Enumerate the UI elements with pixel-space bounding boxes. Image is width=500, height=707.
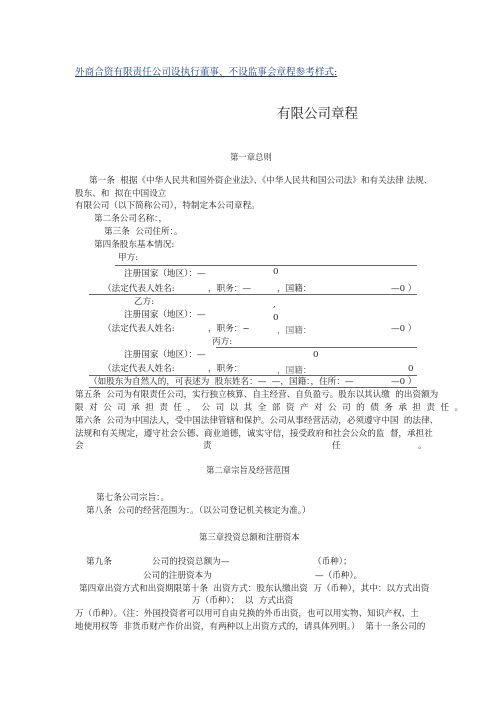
article-10-line-2: 万（币种）； 以 方式出资 bbox=[192, 596, 294, 606]
party-b-position: ，职务：~ bbox=[208, 324, 250, 334]
party-c-label: 丙方: bbox=[212, 337, 233, 347]
article-6-line-3-b: 责 bbox=[203, 441, 212, 451]
party-a-legal-representative: （法定代表人姓名: bbox=[103, 284, 175, 294]
party-b-registration-country: 注册国家（地区）：— bbox=[124, 310, 206, 320]
party-c-tail: 0 bbox=[408, 364, 414, 374]
chapter-2-title: 第二章宗旨及经营范围 bbox=[206, 465, 290, 475]
article-2: 第二条公司名称：， bbox=[94, 214, 168, 224]
form-rule bbox=[89, 294, 417, 295]
party-a-tail: —0 ） bbox=[391, 284, 417, 294]
party-b-nationality: ，国籍： bbox=[277, 326, 312, 336]
party-c-nationality: ，国籍： bbox=[277, 366, 312, 376]
party-a-label: 甲方: bbox=[118, 253, 139, 263]
form-rule bbox=[216, 347, 417, 348]
article-9-investment: 公司的投资总额为— bbox=[152, 557, 230, 567]
party-b-zero: 0 bbox=[273, 313, 279, 323]
document-heading: 外商合资有限责任公司设执行董事、不设监事会章程参考样式: bbox=[75, 67, 338, 78]
party-a-registration-country: 注册国家（地区）：— bbox=[124, 269, 206, 279]
article-9-registered-currency: —（币种）。 bbox=[315, 571, 363, 581]
article-1-line-2: 股东、和 拟在中国设立 bbox=[75, 189, 167, 199]
form-rule bbox=[89, 387, 417, 388]
party-a-position: ，职务：— bbox=[208, 284, 251, 294]
party-c-registration-country: 注册国家（地区）：— bbox=[124, 350, 206, 360]
article-6-line-1: 第六条 公司为中国法人，受中国法律管辖和保护。公司从事经营活动，必须遵守中国 的法律、 bbox=[75, 416, 439, 426]
party-c-position: ，职务： bbox=[208, 364, 243, 374]
article-6-line-3-c: 任 bbox=[332, 441, 341, 451]
article-6-line-2: 法规和有关规定，遵守社会公德、商业道德，诚实守信，接受政府和社会公众的监 督，承担社 bbox=[75, 429, 433, 439]
article-8: 第八条 公司的经营范围为：。（以公司登记机关核定为准。） bbox=[86, 506, 311, 516]
article-5-line-1: 第五条 公司为有限责任公司，实行独立核算、自主经营、自负盈亏。股东以其认缴 的出资额为 bbox=[75, 390, 439, 400]
party-b-legal-representative: （法定代表人姓名: bbox=[103, 324, 175, 334]
form-rule bbox=[115, 265, 417, 266]
form-rule bbox=[89, 375, 417, 376]
article-1-line-3: 有限公司（以下简称公司），特制定本公司章程。 bbox=[75, 201, 260, 211]
article-10-line-3: 万（币种）。（注：外国投资者可以用可自由兑换的外币出资，也可以用实物、知识产权、土 bbox=[75, 609, 419, 619]
party-a-zero: 0 bbox=[273, 267, 279, 277]
chapter-3-title: 第三章投资总额和注册资本 bbox=[199, 532, 300, 542]
party-b-zero-mark: , bbox=[273, 300, 276, 310]
party-c-zero: 0 bbox=[313, 350, 319, 360]
document-title: 有限公司章程 bbox=[277, 106, 358, 122]
article-9-registered-capital: 公司的注册资本为 bbox=[143, 571, 212, 581]
article-9-label: 第九条 bbox=[86, 557, 112, 567]
chapter-1-title: 第一章总则 bbox=[230, 152, 272, 162]
article-4: 第四条股东基本情况: bbox=[94, 240, 175, 250]
party-c-legal-representative: （法定代表人姓名: bbox=[103, 364, 175, 374]
party-a-nationality: ，国籍： bbox=[277, 284, 312, 294]
natural-person-note: （如股东为自然人的，可表述为 股东姓名：— —，国籍：，住所：— bbox=[89, 377, 354, 387]
article-10-line-1: 第四章出资方式和出资期限第十条 出资方式：股东认缴出资 万（币种），其中：以方式出资 bbox=[79, 584, 430, 594]
article-3: 第三条 公司住所：。 bbox=[104, 227, 183, 237]
natural-person-tail: —0 ） bbox=[391, 377, 417, 387]
party-b-label: 乙方: bbox=[134, 297, 155, 307]
article-6-line-3-d: 。 bbox=[418, 441, 427, 451]
article-5-line-2: 限 对 公 司 承 担 责 任 ， 公 司 以 其 全 部 资 产 对 公 司 的 债 务 承 担 责 任 。 bbox=[75, 403, 464, 413]
party-b-tail: —0 ） bbox=[391, 324, 417, 334]
article-9-currency: （币种）； bbox=[313, 557, 352, 567]
article-6-line-3-a: 会 bbox=[75, 441, 84, 451]
article-7: 第七条公司宗旨：。 bbox=[96, 493, 170, 503]
article-1-line-1: 第一条 根据《中华人民共和国外资企业法》、《中华人民共和国公司法》和有关法律 法规、 bbox=[89, 176, 433, 186]
article-10-line-4: 地使用权等 非货币财产作价出资，有两种以上出资方式的，请具体列明。） 第十一条公司的 bbox=[75, 622, 426, 632]
